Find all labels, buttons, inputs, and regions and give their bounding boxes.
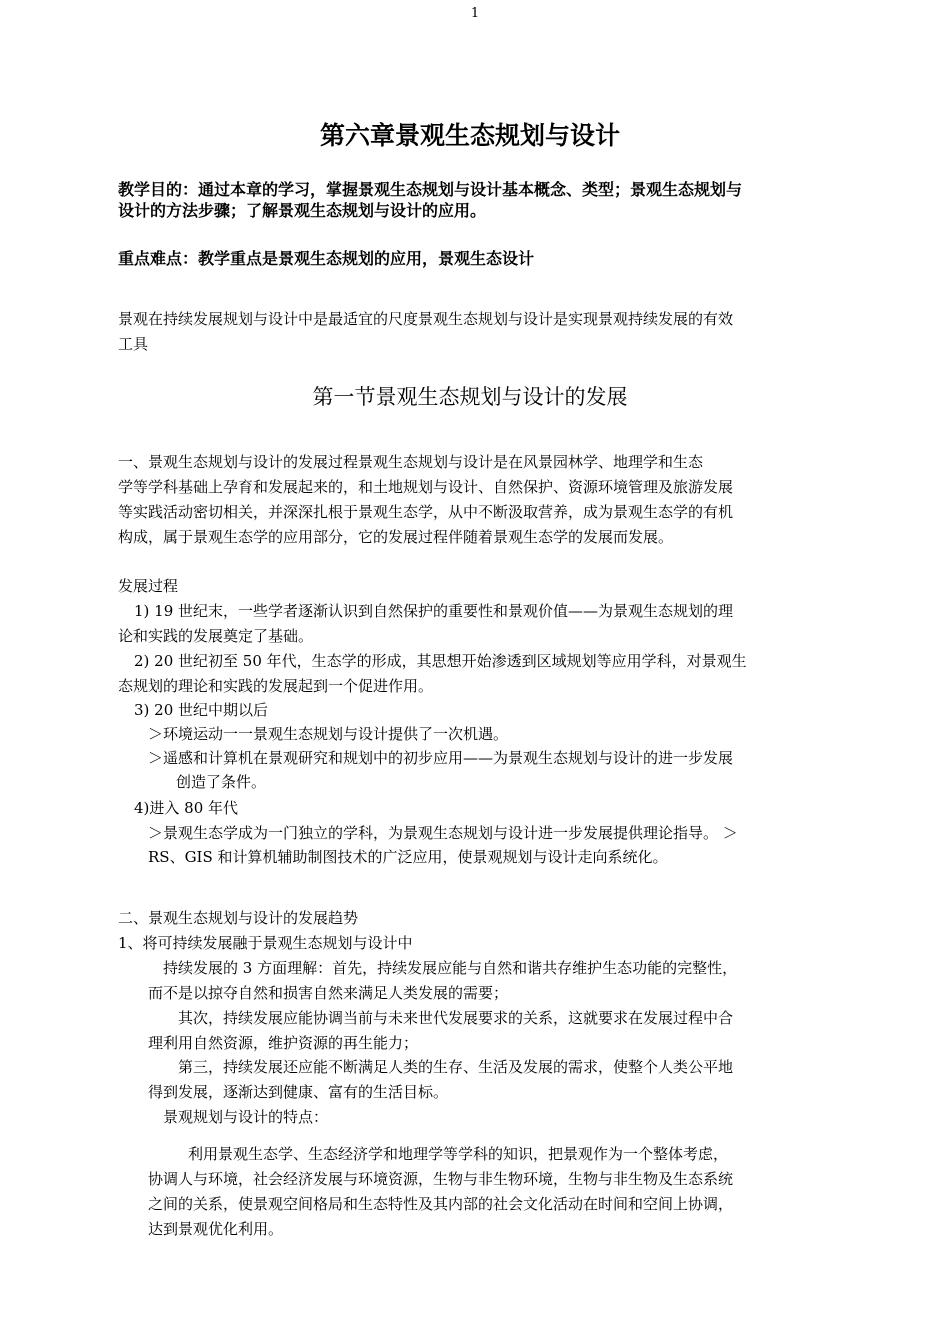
part1-line-1: 一、景观生态规划与设计的发展过程景观生态规划与设计是在风景园林学、地理学和生态	[118, 453, 704, 471]
features-line-2: 协调人与环境，社会经济发展与环境资源，生物与非生物环境，生物与非生物及生态系统	[148, 1170, 734, 1188]
history-item-4: 4)进入 80 年代	[134, 799, 239, 817]
objective-line-2: 设计的方法步骤；了解景观生态规划与设计的应用。	[118, 201, 487, 220]
key-points	[118, 246, 534, 269]
objective-label: 教学目的：	[118, 180, 199, 199]
history-item-3: 3) 20 世纪中期以后	[134, 701, 269, 719]
trend-p2-line-1: 其次，持续发展应能协调当前与未来世代发展要求的关系，这就要求在发展过程中合	[178, 1009, 734, 1027]
part1-line-4: 构成，属于景观生态学的应用部分，它的发展过程伴随着景观生态学的发展而发展。	[118, 528, 674, 546]
section-1-title: 第一节景观生态规划与设计的发展	[312, 385, 628, 409]
chapter-title: 第六章景观生态规划与设计	[319, 121, 620, 150]
objective-text: 通过本章的学习，掌握景观生态规划与设计基本概念、类型；景观生态规划与	[198, 180, 743, 199]
history-item-2-line-2: 态规划的理论和实践的发展起到一个促进作用。	[118, 677, 434, 695]
trend-p2-line-2: 理利用自然资源，维护资源的再生能力；	[148, 1034, 419, 1052]
history-item-1-line-2: 论和实践的发展奠定了基础。	[118, 627, 314, 645]
trend-p1-line-1: 持续发展的 3 方面理解：首先，持续发展应能与自然和谐共存维护生态功能的完整性，	[163, 959, 738, 977]
history-heading: 发展过程	[118, 577, 179, 595]
history-item-4-a: ＞景观生态学成为一门独立的学科，为景观生态规划与设计进一步发展提供理论指导。 ＞	[148, 824, 738, 842]
history-item-4-b: RS、GIS 和计算机辅助制图技术的广泛应用，使景观规划与设计走向系统化。	[148, 848, 668, 866]
history-item-3-b-line-1: ＞遥感和计算机在景观研究和规划中的初步应用——为景观生态规划与设计的进一步发展	[148, 749, 734, 767]
trend-p1-line-2: 而不是以掠夺自然和损害自然来满足人类发展的需要；	[148, 984, 509, 1002]
trend-p3-line-1: 第三，持续发展还应能不断满足人类的生存、生活及发展的需求，使整个人类公平地	[178, 1058, 734, 1076]
trend-p3-line-2: 得到发展，逐渐达到健康、富有的生活目标。	[148, 1083, 449, 1101]
history-item-2-line-1: 2) 20 世纪初至 50 年代，生态学的形成，其思想开始渗透到区域规划等应用学科，对景观生	[134, 652, 747, 670]
intro-line-1: 景观在持续发展规划与设计中是最适宜的尺度景观生态规划与设计是实现景观持续发展的有效	[118, 310, 734, 328]
key-points-label: 重点难点：	[118, 249, 199, 268]
part1-line-2: 学等学科基础上孕育和发展起来的，和土地规划与设计、自然保护、资源环境管理及旅游发展	[118, 478, 734, 496]
key-points-text: 教学重点是景观生态规划的应用，景观生态设计	[198, 249, 535, 268]
features-line-4: 达到景观优化利用。	[148, 1220, 284, 1238]
history-item-3-a: ＞环境运动一一景观生态规划与设计提供了一次机遇。	[148, 725, 509, 743]
objective-line-1	[118, 177, 742, 200]
page-number: 1	[470, 6, 480, 21]
history-item-1-line-1: 1) 19 世纪末，一些学者逐渐认识到自然保护的重要性和景观价值——为景观生态规划的理	[134, 602, 734, 620]
features-line-3: 之间的关系，使景观空间格局和生态特性及其内部的社会文化活动在时间和空间上协调，	[148, 1195, 734, 1213]
history-item-3-b-line-2: 创造了条件。	[176, 773, 267, 791]
trend-heading: 二、景观生态规划与设计的发展趋势	[118, 909, 359, 927]
part1-line-3: 等实践活动密切相关，并深深扎根于景观生态学，从中不断汲取营养，成为景观生态学的有机	[118, 503, 734, 521]
features-heading: 景观规划与设计的特点：	[163, 1108, 329, 1126]
features-line-1: 利用景观生态学、生态经济学和地理学等学科的知识，把景观作为一个整体考虑，	[188, 1145, 729, 1163]
intro-line-2: 工具	[118, 335, 149, 353]
trend-sub-1: 1、将可持续发展融于景观生态规划与设计中	[118, 934, 413, 952]
